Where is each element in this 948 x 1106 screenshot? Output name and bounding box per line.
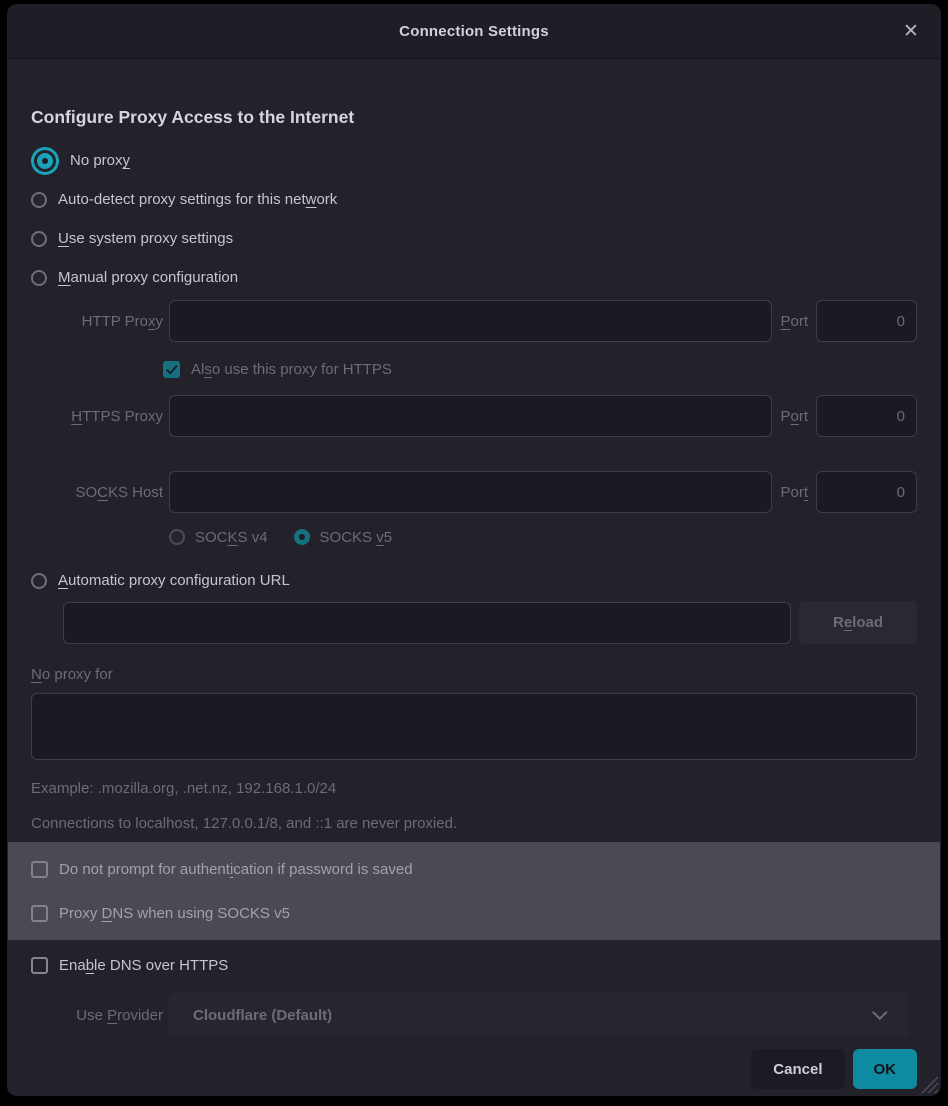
no-proxy-example-hint: Example: .mozilla.org, .net.nz, 192.168.1.0/24 <box>31 780 337 797</box>
dialog-footer <box>31 1049 917 1089</box>
https-proxy-input[interactable] <box>169 395 772 437</box>
radio-no-proxy-label: No proxy <box>70 152 131 169</box>
doh-provider-value: Cloudflare (Default) <box>193 1006 333 1024</box>
radio-auto-detect[interactable] <box>31 180 917 219</box>
doh-provider-select[interactable] <box>169 993 908 1037</box>
also-use-https-label: Also use this proxy for HTTPS <box>191 360 392 378</box>
checkbox-unchecked-icon <box>31 957 48 974</box>
reload-button[interactable]: Reload <box>799 601 917 644</box>
automatic-proxy-url-label: Automatic proxy configuration URL <box>58 572 290 589</box>
connection-settings-dialog <box>7 4 941 1096</box>
enable-doh-label: Enable DNS over HTTPS <box>59 956 229 974</box>
checkbox-checked-icon <box>163 361 180 378</box>
http-port-input[interactable] <box>816 300 917 342</box>
http-port-label: Port <box>780 312 808 330</box>
chevron-down-icon <box>875 1009 886 1020</box>
socks-host-input[interactable] <box>169 471 772 513</box>
radio-automatic-proxy-url[interactable] <box>31 561 917 600</box>
radio-unchecked-icon <box>31 270 47 286</box>
checkbox-unchecked-icon <box>31 905 48 922</box>
socks-version-row <box>169 523 917 551</box>
dialog-title: Connection Settings <box>399 22 549 40</box>
checkbox-also-use-https[interactable] <box>163 354 917 384</box>
https-port-input[interactable] <box>816 395 917 437</box>
http-proxy-input[interactable] <box>169 300 772 342</box>
radio-unchecked-icon <box>31 231 47 247</box>
radio-auto-detect-label: Auto-detect proxy settings for this network <box>58 191 338 208</box>
ok-button[interactable]: OK <box>853 1049 918 1089</box>
checkbox-unchecked-icon <box>31 861 48 878</box>
socks-v5-label: SOCKS v5 <box>319 528 393 546</box>
socks-port-input[interactable] <box>816 471 917 513</box>
radio-socks-v5[interactable] <box>294 529 393 546</box>
radio-socks-v4[interactable] <box>169 529 268 546</box>
use-provider-label: Use Provider <box>76 1006 163 1024</box>
automatic-proxy-url-row <box>31 601 917 644</box>
socks-port-label: Port <box>780 483 808 501</box>
https-port-label: Port <box>780 407 808 425</box>
radio-checked-icon <box>37 153 53 169</box>
checkbox-no-auth-prompt[interactable] <box>31 850 917 888</box>
radio-manual-proxy[interactable] <box>31 258 917 297</box>
radio-system-proxy-label: Use system proxy settings <box>58 230 234 247</box>
radio-manual-proxy-label: Manual proxy configuration <box>58 269 239 286</box>
no-auth-prompt-label: Do not prompt for authentication if password is saved <box>59 860 413 878</box>
dialog-titlebar <box>7 4 941 59</box>
https-proxy-row <box>31 395 917 437</box>
doh-provider-row <box>31 993 917 1037</box>
checkbox-enable-doh[interactable] <box>31 950 917 980</box>
page-title: Configure Proxy Access to the Internet <box>31 107 355 127</box>
socks-host-label: SOCKS Host <box>75 483 163 501</box>
socks-host-row <box>31 471 917 513</box>
no-proxy-for-label: No proxy for <box>31 665 113 683</box>
search-highlighted-section <box>8 842 940 940</box>
radio-unchecked-icon <box>31 192 47 208</box>
checkbox-proxy-dns-socks5[interactable] <box>31 894 917 932</box>
radio-unchecked-icon <box>169 529 185 545</box>
http-proxy-row <box>31 300 917 342</box>
no-proxy-for-label-row <box>31 662 917 686</box>
no-proxy-for-textarea[interactable] <box>31 693 917 760</box>
http-proxy-label: HTTP Proxy <box>81 312 163 330</box>
proxy-dns-socks5-label: Proxy DNS when using SOCKS v5 <box>59 904 290 922</box>
radio-unchecked-icon <box>31 573 47 589</box>
radio-no-proxy[interactable] <box>31 141 917 180</box>
radio-checked-icon <box>294 529 310 545</box>
localhost-note: Connections to localhost, 127.0.0.1/8, and ::1 are never proxied. <box>31 815 458 832</box>
cancel-button[interactable]: Cancel <box>751 1049 844 1089</box>
automatic-proxy-url-input[interactable] <box>63 602 791 644</box>
https-proxy-label: HTTPS Proxy <box>71 407 163 425</box>
socks-v4-label: SOCKS v4 <box>195 528 268 546</box>
close-icon[interactable]: ✕ <box>903 20 919 42</box>
radio-system-proxy[interactable] <box>31 219 917 258</box>
dialog-content <box>7 105 941 1089</box>
